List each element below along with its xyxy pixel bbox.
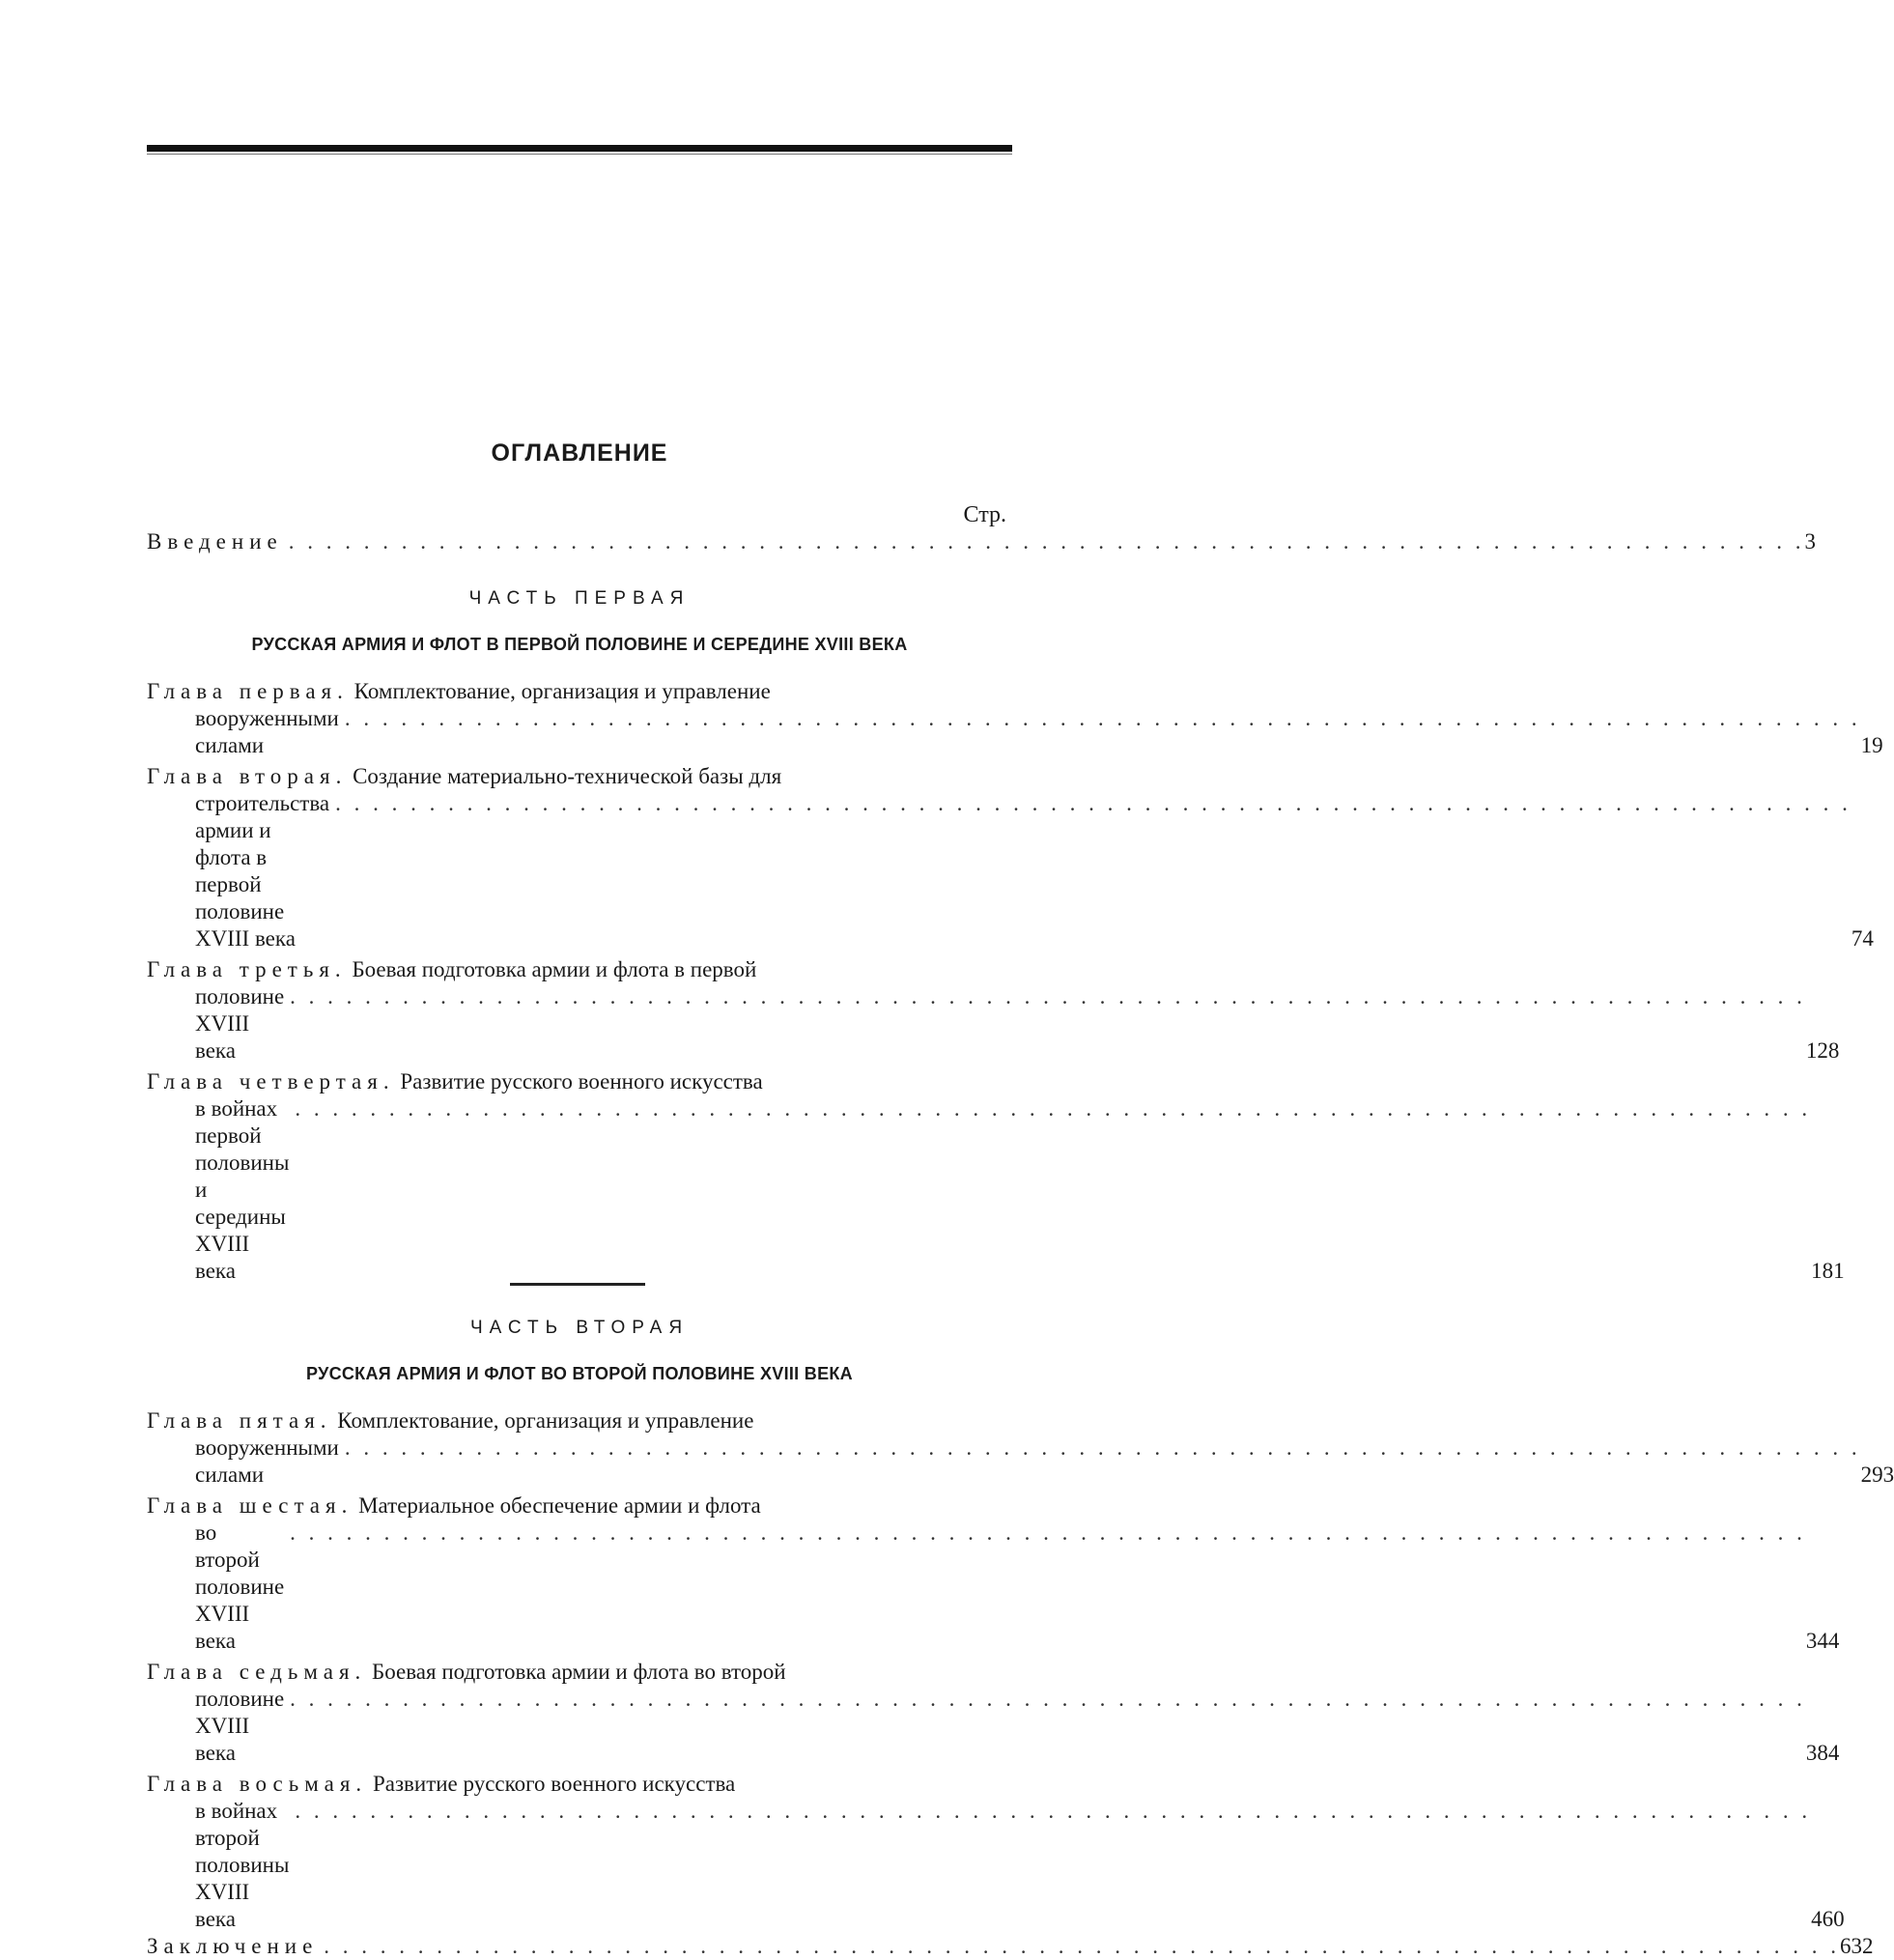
- entry-label: Введение: [147, 529, 283, 554]
- chapter-title-line1: Развитие русского военного искусства: [372, 1772, 736, 1796]
- leader-dots: [295, 1798, 1811, 1825]
- chapter-title-line2: строительства армии и флота в первой половине XVIII века: [195, 791, 330, 951]
- toc-entry-chapter[interactable]: [147, 1771, 1845, 1933]
- entry-label: Заключение: [147, 1934, 319, 1958]
- entry-page-number: 384: [1805, 1741, 1840, 1765]
- leader-dots: [345, 705, 1861, 732]
- toc-entry-chapter[interactable]: [147, 763, 1874, 952]
- chapter-label: Глава шестая.: [147, 1493, 353, 1518]
- leader-dots: [295, 1095, 1811, 1122]
- chapter-title-line2: во второй половине XVIII века: [195, 1520, 285, 1653]
- toc-entry-chapter[interactable]: [147, 678, 1883, 759]
- toc-entry-chapter[interactable]: [147, 1659, 1840, 1767]
- toc-entry-chapter[interactable]: [147, 1407, 1894, 1489]
- page-column-label: Стр.: [963, 502, 1006, 527]
- top-rule: [147, 145, 1012, 152]
- chapter-title-line1: Комплектование, организация и управление: [353, 679, 771, 703]
- chapter-title-line1: Комплектование, организация и управление: [337, 1408, 754, 1433]
- chapter-title-line2: в войнах первой половины и середины XVIII века: [195, 1096, 290, 1283]
- toc-entry-conclusion[interactable]: [147, 1933, 1874, 1960]
- leader-dots: [290, 1686, 1806, 1713]
- chapter-title-line1: Боевая подготовка армии и флота во второй: [372, 1660, 786, 1684]
- leader-dots: [324, 1933, 1840, 1960]
- chapter-label: Глава четвертая.: [147, 1069, 395, 1094]
- leader-dots: [345, 1434, 1861, 1462]
- chapter-title-line1: Боевая подготовка армии и флота в первой: [352, 957, 757, 981]
- page-title: ОГЛАВЛЕНИЕ: [491, 440, 668, 467]
- chapter-title-line2: в войнах второй половины XVIII века: [195, 1799, 290, 1931]
- leader-dots: [290, 983, 1806, 1010]
- chapter-label: Глава седьмая.: [147, 1660, 367, 1684]
- part-title: РУССКАЯ АРМИЯ И ФЛОТ ВО ВТОРОЙ ПОЛОВИНЕ XVIII ВЕКА: [306, 1364, 853, 1383]
- chapter-label: Глава вторая.: [147, 764, 348, 788]
- entry-page-number: 74: [1851, 926, 1874, 951]
- entry-page-number: 460: [1811, 1907, 1845, 1931]
- part-title: РУССКАЯ АРМИЯ И ФЛОТ В ПЕРВОЙ ПОЛОВИНЕ И СЕРЕДИНЕ XVIII ВЕКА: [251, 635, 908, 654]
- part-label: ЧАСТЬ ВТОРАЯ: [469, 1318, 690, 1338]
- leader-dots: [335, 790, 1852, 817]
- chapter-label: Глава первая.: [147, 679, 349, 703]
- toc-entry-chapter[interactable]: [147, 1068, 1845, 1285]
- chapter-title-line2: вооруженными силами: [195, 706, 339, 757]
- chapter-label: Глава восьмая.: [147, 1772, 368, 1796]
- entry-page-number: 3: [1804, 529, 1816, 554]
- toc-entry-chapter[interactable]: [147, 956, 1840, 1065]
- entry-page-number: 344: [1805, 1629, 1840, 1653]
- entry-page-number: 19: [1860, 733, 1883, 757]
- entry-page-number: 293: [1860, 1463, 1894, 1487]
- chapter-title-line2: вооруженными силами: [195, 1435, 339, 1487]
- chapter-label: Глава третья.: [147, 957, 347, 981]
- chapter-title-line1: Развитие русского военного искусства: [400, 1069, 763, 1094]
- leader-dots: [289, 528, 1805, 555]
- chapter-title-line1: Материальное обеспечение армии и флота: [358, 1493, 761, 1518]
- toc-entry-chapter[interactable]: [147, 1492, 1840, 1655]
- chapter-title-line2: половине XVIII века: [195, 984, 285, 1063]
- toc-entry-intro[interactable]: [147, 528, 1816, 555]
- part-label: ЧАСТЬ ПЕРВАЯ: [468, 588, 691, 609]
- entry-page-number: 181: [1811, 1259, 1845, 1283]
- entry-page-number: 632: [1840, 1934, 1874, 1958]
- entry-page-number: 128: [1805, 1038, 1840, 1063]
- chapter-title-line2: половине XVIII века: [195, 1687, 285, 1765]
- bottom-rule: [510, 1283, 645, 1286]
- chapter-title-line1: Создание материально-технической базы для: [353, 764, 782, 788]
- leader-dots: [290, 1520, 1806, 1547]
- chapter-label: Глава пятая.: [147, 1408, 332, 1433]
- table-of-contents: [147, 440, 1894, 1960]
